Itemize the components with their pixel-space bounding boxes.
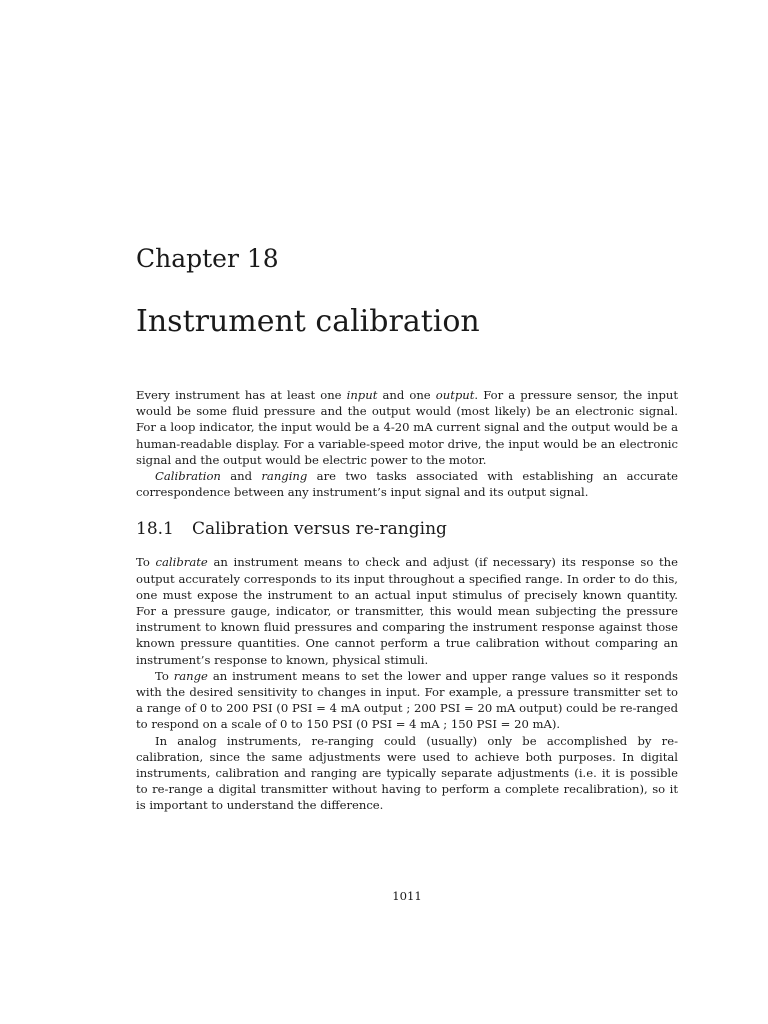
chapter-label: Chapter 18: [136, 244, 279, 273]
section-title: Calibration versus re-ranging: [192, 519, 447, 540]
text-run: Every instrument has at least one: [136, 388, 347, 402]
text-run: and: [220, 469, 262, 484]
chapter-body: [136, 387, 678, 814]
text-run: are two tasks associated with establishing an accurate correspondence between any instrument’s input signal and its output signal.: [136, 469, 678, 500]
section-paragraph-3: In analog instruments, re-ranging could (usually) only be accomplished by re-calibration, since the same adjustments were used to achieve both purposes. In digital instruments, calibration and ranging are typically separate adjustments (i.e. it is possible to re-range a digital transmitter without having to perform a complete recalibration), so it is important to understand the difference.: [136, 733, 678, 813]
emphasis-calibration: Calibration: [155, 469, 221, 484]
document-page: [136, 0, 678, 1024]
intro-paragraph-1: [136, 387, 678, 468]
chapter-title: Instrument calibration: [136, 304, 480, 339]
emphasis-calibrate: calibrate: [155, 555, 208, 570]
text-run: . For a pressure sensor, the input would be some fluid pressure and the output would (most likely) be an electronic signal. For a loop indicator, the input would be a 4-20 mA current signal and the output would be a human-readable display. For a variable-speed motor drive, the input would be an electronic signal and the output would be electric power to the motor.: [136, 388, 678, 467]
intro-paragraph-2: [136, 468, 678, 500]
emphasis-range: range: [173, 668, 208, 683]
section-number: 18.1: [136, 519, 174, 540]
emphasis-output: output: [435, 388, 475, 402]
text-run: To: [155, 668, 174, 683]
emphasis-ranging: ranging: [261, 469, 308, 484]
section-heading: [136, 519, 678, 539]
text-run: and one: [377, 388, 436, 402]
page-number: 1011: [392, 889, 422, 903]
text-run: an instrument means to set the lower and upper range values so it responds with the desired sensitivity to changes in input. For example, a pressure transmitter set to a range of 0 to 200 PSI (0 PSI = 4 mA output ; 200 PSI = 20 mA output) could be re-ranged to respond on a scale of 0 to 150 PSI (0 PSI = 4 mA ; 150 PSI = 20 mA).: [136, 668, 678, 732]
emphasis-input: input: [346, 388, 378, 402]
section-paragraph-2: [136, 668, 678, 733]
section-paragraph-1: [136, 554, 678, 667]
text-run: To: [136, 555, 156, 570]
text-run: an instrument means to check and adjust (if necessary) its response so the output accurately corresponds to its input throughout a specified range. In order to do this, one must expose the instrument to an actual input stimulus of precisely known quantity. For a pressure gauge, indicator, or transmitter, this would mean subjecting the pressure instrument to known fluid pressures and comparing the instrument response against those known pressure quantities. One cannot perform a true calibration without comparing an instrument’s response to known, physical stimuli.: [136, 555, 678, 667]
